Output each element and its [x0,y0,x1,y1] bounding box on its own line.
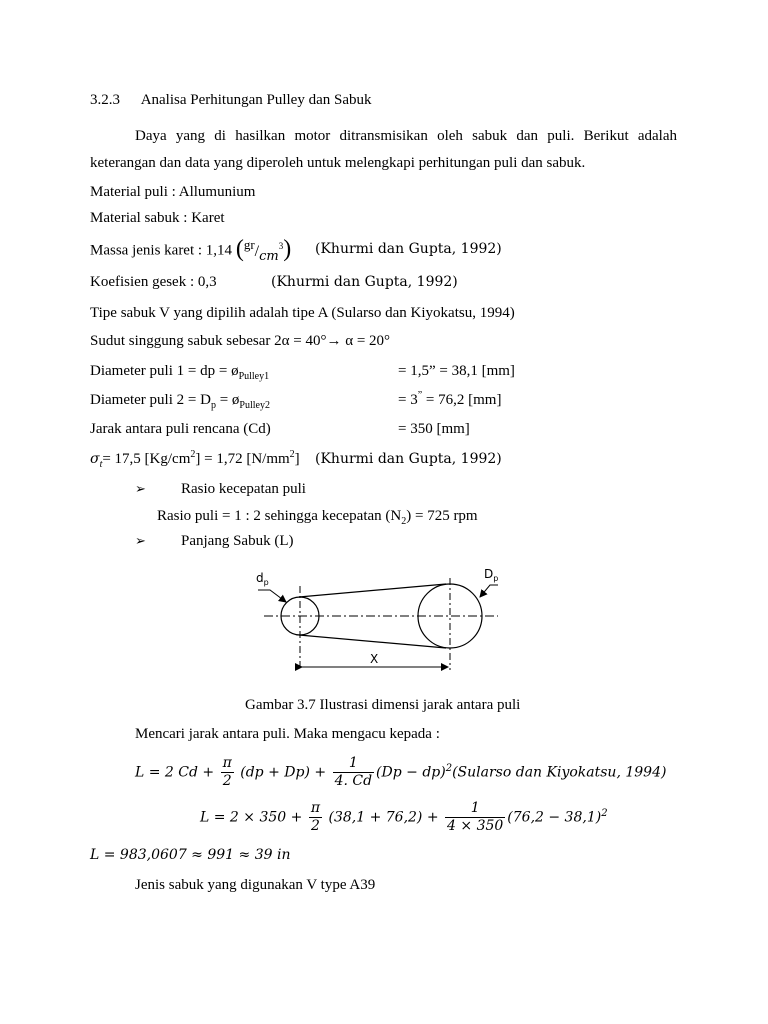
sigma-line: $\sigma_t= 17,5$ $[Kg/cm^2] = 1,72$ $[N/mm^2]$ [90,449,300,470]
jarak-value: = 350 [mm] [398,421,470,437]
formula-2: L = 2 × 350 + $\frac{\pi}{2}$ (38,1 + 76,2) + $\frac{1}{4 \times 350}$ $(76,2 - 38,1)^2$ [200,800,608,834]
intro-line-2: keterangan dan data yang diperoleh untuk melengkapi perhitungan puli dan sabuk. [90,155,586,171]
belt-bottom [299,635,446,648]
arrow-icon: → [326,333,342,349]
tipe-sabuk: Tipe sabuk V yang dipilih adalah tipe A (Sularso dan Kiyokatsu, 1994) [90,305,515,321]
sigma-ref: (Khurmi dan Gupta, 1992) [315,451,502,467]
massa-label: Massa jenis karet : 1,14 [90,242,233,259]
label-Dp: $D_p$ [484,567,499,583]
mencari-text: Mencari jarak antara puli. Maka mengacu kepada : [135,726,440,742]
sudut-text: Sudut singgung sabuk sebesar 2α = 40° [90,333,327,349]
diameter-symbol: ø [231,363,239,379]
sudut-result: α = 20° [345,333,391,349]
sudut-line [90,332,390,350]
jenis-sabuk: Jenis sabuk yang digunakan V type A39 [135,877,376,893]
diameter-1-value: = 1,5” = 38,1 [mm] [398,363,515,379]
label-dp: $d_p$ [256,571,269,587]
material-puli: Material puli : Allumunium [90,184,256,200]
massa-unit: $(^{gr}/cm^3)$ [235,236,292,264]
section-number: 3.2.3 [90,92,120,108]
section-title: Analisa Perhitungan Pulley dan Sabuk [140,92,372,108]
pulley-diagram [240,562,510,682]
formula-1: L = 2 Cd + $\frac{\pi}{2}$ (dp + Dp) + $\frac{1}{4. Cd}$ (Dp − dp)$^2$(Sularso dan Kiyokatsu, 1994) [135,755,667,789]
belt-top [299,584,446,597]
bullet-arrow-icon: ➢ [135,481,146,496]
section-heading [90,91,372,109]
jarak-label: Jarak antara puli rencana (Cd) [90,421,271,437]
label-x: X [370,652,379,666]
bullet-arrow-icon: ➢ [135,533,146,548]
massa-ref: (Khurmi dan Gupta, 1992) [315,241,502,257]
bullet-rasio: Rasio kecepatan puli [181,481,306,497]
diameter-2-line: Diameter puli $2 = D_p$ = $ø_{Pulley2}$ [90,392,270,411]
material-sabuk: Material sabuk : Karet [90,210,225,226]
rasio-text: Rasio puli = 1 : 2 sehingga kecepatan $(N_2) = 725$ rpm [157,508,478,527]
bullet-panjang: Panjang Sabuk (L) [181,533,294,549]
diameter-2-value: = 3” = 76,2 [mm] [398,390,502,408]
figure-caption: Gambar 3.7 Ilustrasi dimensi jarak antara puli [245,697,521,713]
koefisien-label: Koefisien gesek : 0,3 [90,274,217,290]
result: L = 983,0607 ≈ 991 ≈ 39 in [90,847,291,863]
diameter-symbol: ø [231,392,240,408]
koefisien-ref: (Khurmi dan Gupta, 1992) [271,274,458,290]
intro-line-1: Daya yang di hasilkan motor ditransmisikan oleh sabuk dan puli. Berikut adalah [135,128,677,144]
massa-jenis-line [90,236,292,264]
diameter-1-line: Diameter puli 1 = dp = $ø_{Pulley1}$ [90,363,270,382]
